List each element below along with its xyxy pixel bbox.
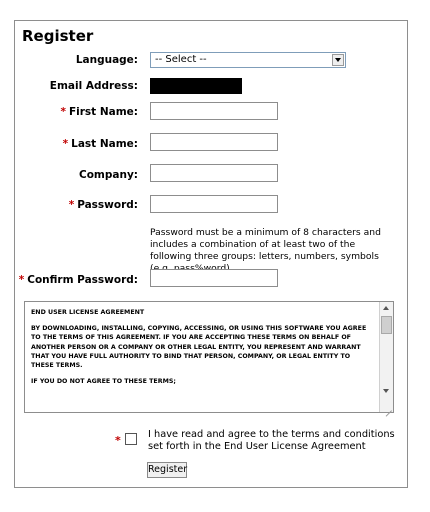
email-redacted xyxy=(150,78,242,94)
agree-checkbox[interactable] xyxy=(125,433,137,445)
confirm-password-label: * Confirm Password: xyxy=(18,274,138,286)
scroll-down-icon[interactable] xyxy=(381,386,392,397)
chevron-down-icon[interactable] xyxy=(332,54,344,66)
first-name-field[interactable] xyxy=(150,102,278,120)
language-select[interactable] xyxy=(150,52,346,68)
required-marker: * xyxy=(115,434,121,447)
eula-paragraph: END USER LICENSE AGREEMENT xyxy=(31,309,145,316)
company-label: Company: xyxy=(79,169,138,181)
required-marker: * xyxy=(62,138,69,150)
register-button[interactable]: Register xyxy=(147,462,187,478)
first-name-label: * First Name: xyxy=(60,106,138,118)
required-marker: * xyxy=(60,106,66,118)
password-hint: Password must be a minimum of 8 characters and includes a combination of at least two of the following three groups: letters, numbers, symbols xyxy=(150,227,381,262)
page-title: Register xyxy=(22,27,94,45)
eula-text xyxy=(31,308,371,393)
last-name-field[interactable] xyxy=(150,133,278,151)
language-label: Language: xyxy=(75,54,138,66)
eula-scrollbar[interactable] xyxy=(379,302,393,412)
company-field[interactable] xyxy=(150,164,278,182)
eula-textarea[interactable] xyxy=(24,301,394,413)
resize-grip-icon[interactable] xyxy=(384,403,392,411)
agree-label: I have read and agree to the terms and conditions set forth in the End User License Agreement xyxy=(148,429,395,452)
password-label: * Password: xyxy=(68,199,138,211)
required-marker: * xyxy=(68,199,75,211)
scroll-thumb[interactable] xyxy=(381,316,392,334)
required-marker: * xyxy=(18,274,25,286)
email-label: Email Address: xyxy=(49,80,138,92)
eula-paragraph: IF YOU DO NOT AGREE TO THESE TERMS; xyxy=(31,378,176,386)
password-field[interactable] xyxy=(150,195,278,213)
last-name-label: * Last Name: xyxy=(62,138,138,150)
eula-paragraph: BY DOWNLOADING, INSTALLING, COPYING, ACCESSING, OR USING THIS SOFTWARE YOU AGREE TO THE TERMS OF THIS AGREEMENT. IF YOU ARE ACCEPTING THESE TERMS ON BEHALF OF ANOTHER PERSON OR A COMPANY OR OTHER LEGAL ENTITY, YOU REPRESENT AND WARRANT THAT YOU HAVE FULL AUTHORITY TO BIND THAT PERSON, COMPANY, OR LEGAL ENTITY TO THESE TERMS. xyxy=(31,325,367,370)
confirm-password-field[interactable] xyxy=(150,269,278,287)
language-selected-value: -- Select -- xyxy=(155,54,207,65)
scroll-up-icon[interactable] xyxy=(381,303,392,314)
